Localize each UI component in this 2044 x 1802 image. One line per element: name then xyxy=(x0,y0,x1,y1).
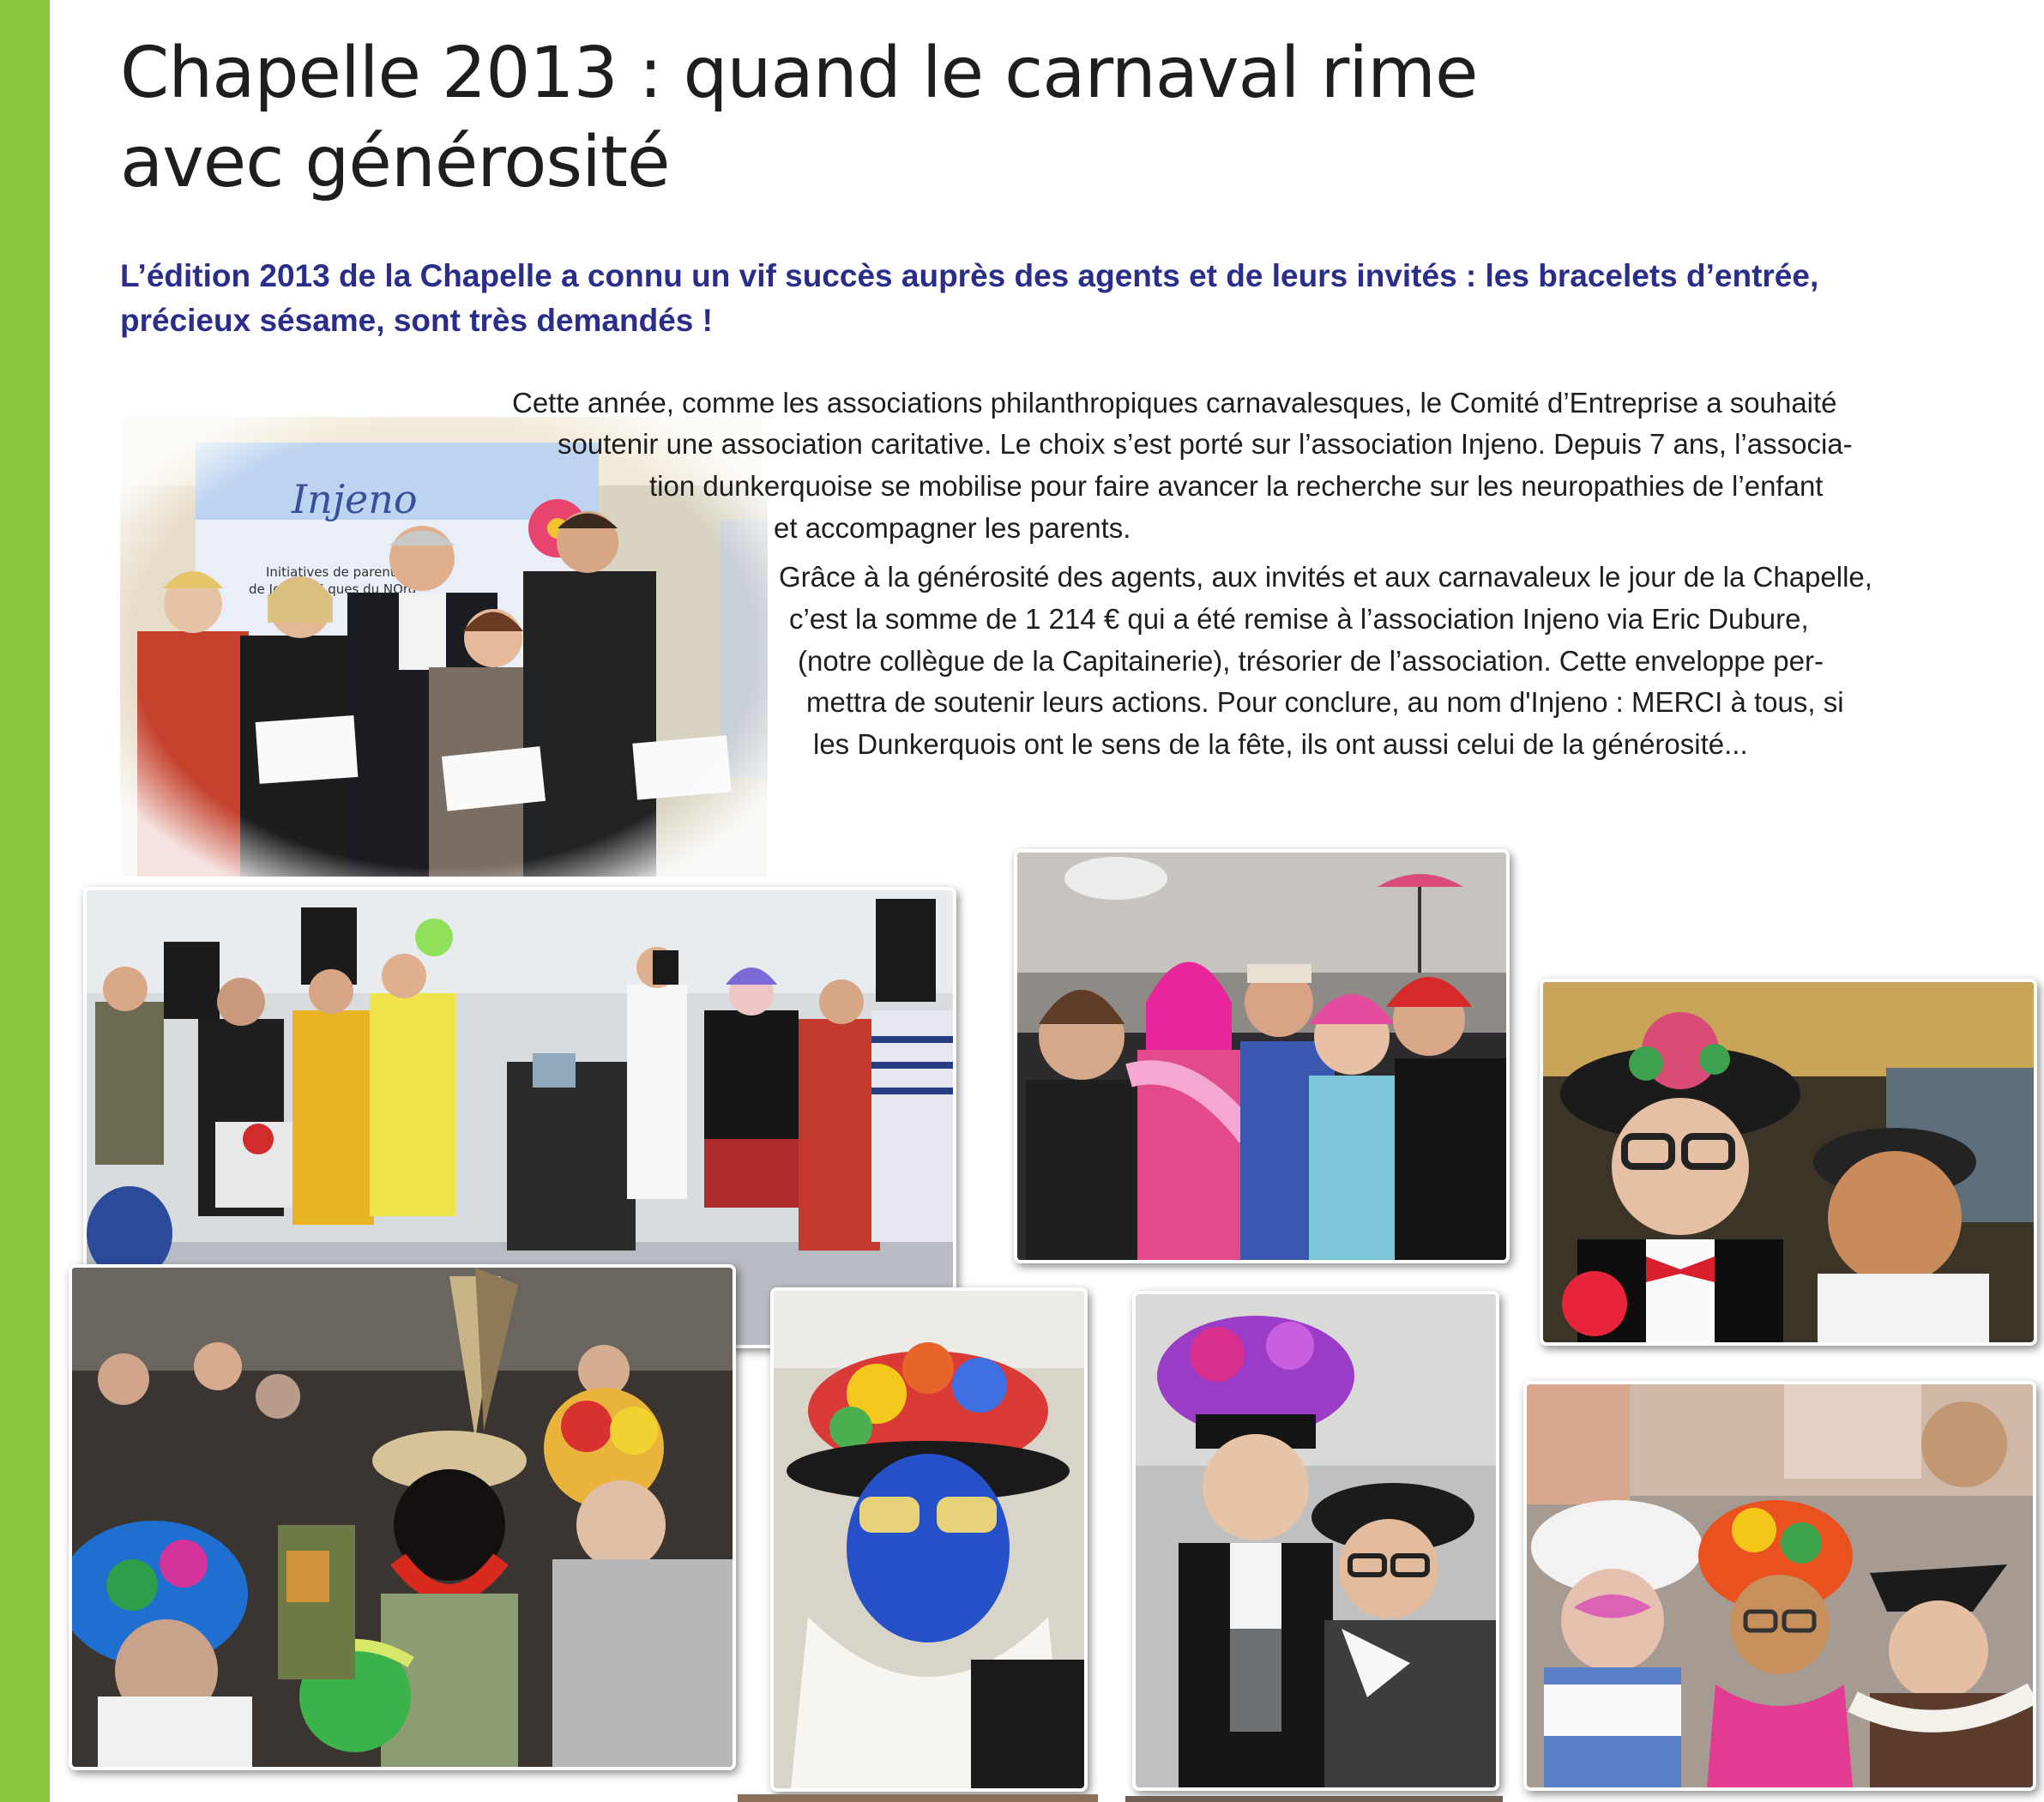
body-line: Cette année, comme les associations philanthropiques carnavalesques, le Comité d’Entreprise a souhaité xyxy=(512,387,1837,419)
article-body xyxy=(0,0,2044,823)
body-line: c’est la somme de 1 214 € qui a été remise à l’association Injeno via Eric Dubure, xyxy=(789,603,1809,635)
photo-blue-face xyxy=(770,1287,1088,1792)
photo-partial-bottom-right xyxy=(1125,1796,1503,1802)
photo-carnival-crowd xyxy=(69,1264,736,1770)
photo-partial-bottom-left xyxy=(738,1794,1098,1802)
lead-line-1: L’édition 2013 de la Chapelle a connu un vif succès auprès des agents et de leurs invités : les bracelets d’entrée, xyxy=(120,258,1819,293)
body-line: (notre collègue de la Capitainerie), trésorier de l’association. Cette enveloppe per- xyxy=(798,645,1824,677)
body-line: tion dunkerquoise se mobilise pour faire avancer la recherche sur les neuropathies de l’enfant xyxy=(649,470,1824,502)
body-line: mettra de soutenir leurs actions. Pour conclure, au nom d'Injeno : MERCI à tous, si xyxy=(806,686,1844,718)
title-line-1: Chapelle 2013 : quand le carnaval rime xyxy=(120,33,1478,114)
photo-purple-feathers xyxy=(1132,1291,1499,1791)
body-line: et accompagner les parents. xyxy=(774,512,1131,544)
photo-costumed-group xyxy=(1014,849,1510,1263)
photo-two-masked-men xyxy=(1540,979,2037,1346)
body-line: soutenir une association caritative. Le choix s’est porté sur l’association Injeno. Depuis 7 ans, l’associa- xyxy=(558,428,1853,460)
body-line: les Dunkerquois ont le sens de la fête, ils ont aussi celui de la générosité... xyxy=(813,728,1748,760)
body-line: Grâce à la générosité des agents, aux invités et aux carnavaleux le jour de la Chapelle, xyxy=(779,561,1872,593)
lead-line-2: précieux sésame, sont très demandés ! xyxy=(120,303,713,338)
photo-three-masked-faces xyxy=(1523,1381,2036,1791)
title-line-2: avec générosité xyxy=(120,122,670,203)
